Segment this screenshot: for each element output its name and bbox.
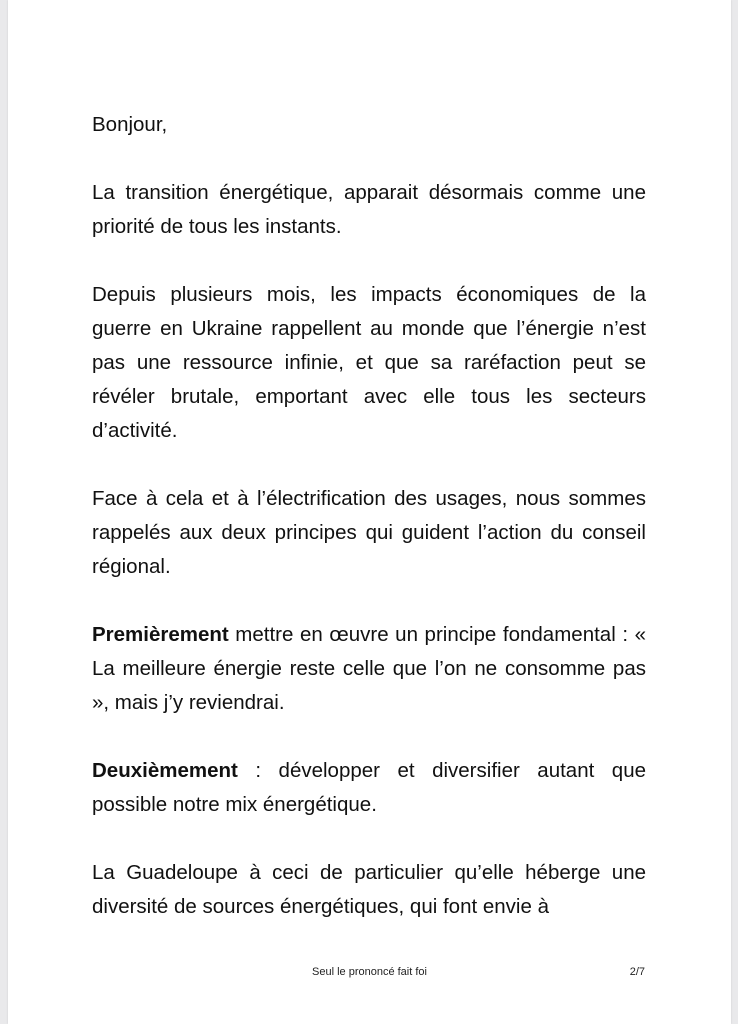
page-number: 2/7 [629,966,645,978]
paragraph-transition: La transition énergétique, apparait désormais comme une priorité de tous les instants. [92,181,646,238]
document-body [92,108,646,958]
paragraph-second-principle [92,754,646,822]
paragraph-principles: Face à cela et à l’électrification des usages, nous sommes rappelés aux deux principes qui guident l’action du conseil régional. [92,487,646,578]
first-principle-text: mettre en œuvre un principe fondamental : « La meilleure énergie reste celle que l’on ne consomme pas », mais j’y reviendrai. [92,623,646,714]
greeting: Bonjour, [92,113,168,136]
second-principle-text: : développer et diversifier autant que possible notre mix énergétique. [92,759,646,816]
footer-note: Seul le prononcé fait foi [312,966,427,978]
document-page [8,0,731,1024]
paragraph-guadeloupe: La Guadeloupe à ceci de particulier qu’elle héberge une diversité de sources énergétiques, qui font envie à [92,861,646,918]
second-principle-lead: Deuxièmement [92,759,238,782]
paragraph-first-principle [92,618,646,720]
first-principle-lead: Premièrement [92,623,229,646]
paragraph-ukraine: Depuis plusieurs mois, les impacts économiques de la guerre en Ukraine rappellent au monde que l’énergie n’est pas une ressource infinie, et que sa raréfaction peut se révéler brutale, emportant avec elle tous les secteurs d’activité. [92,283,646,442]
